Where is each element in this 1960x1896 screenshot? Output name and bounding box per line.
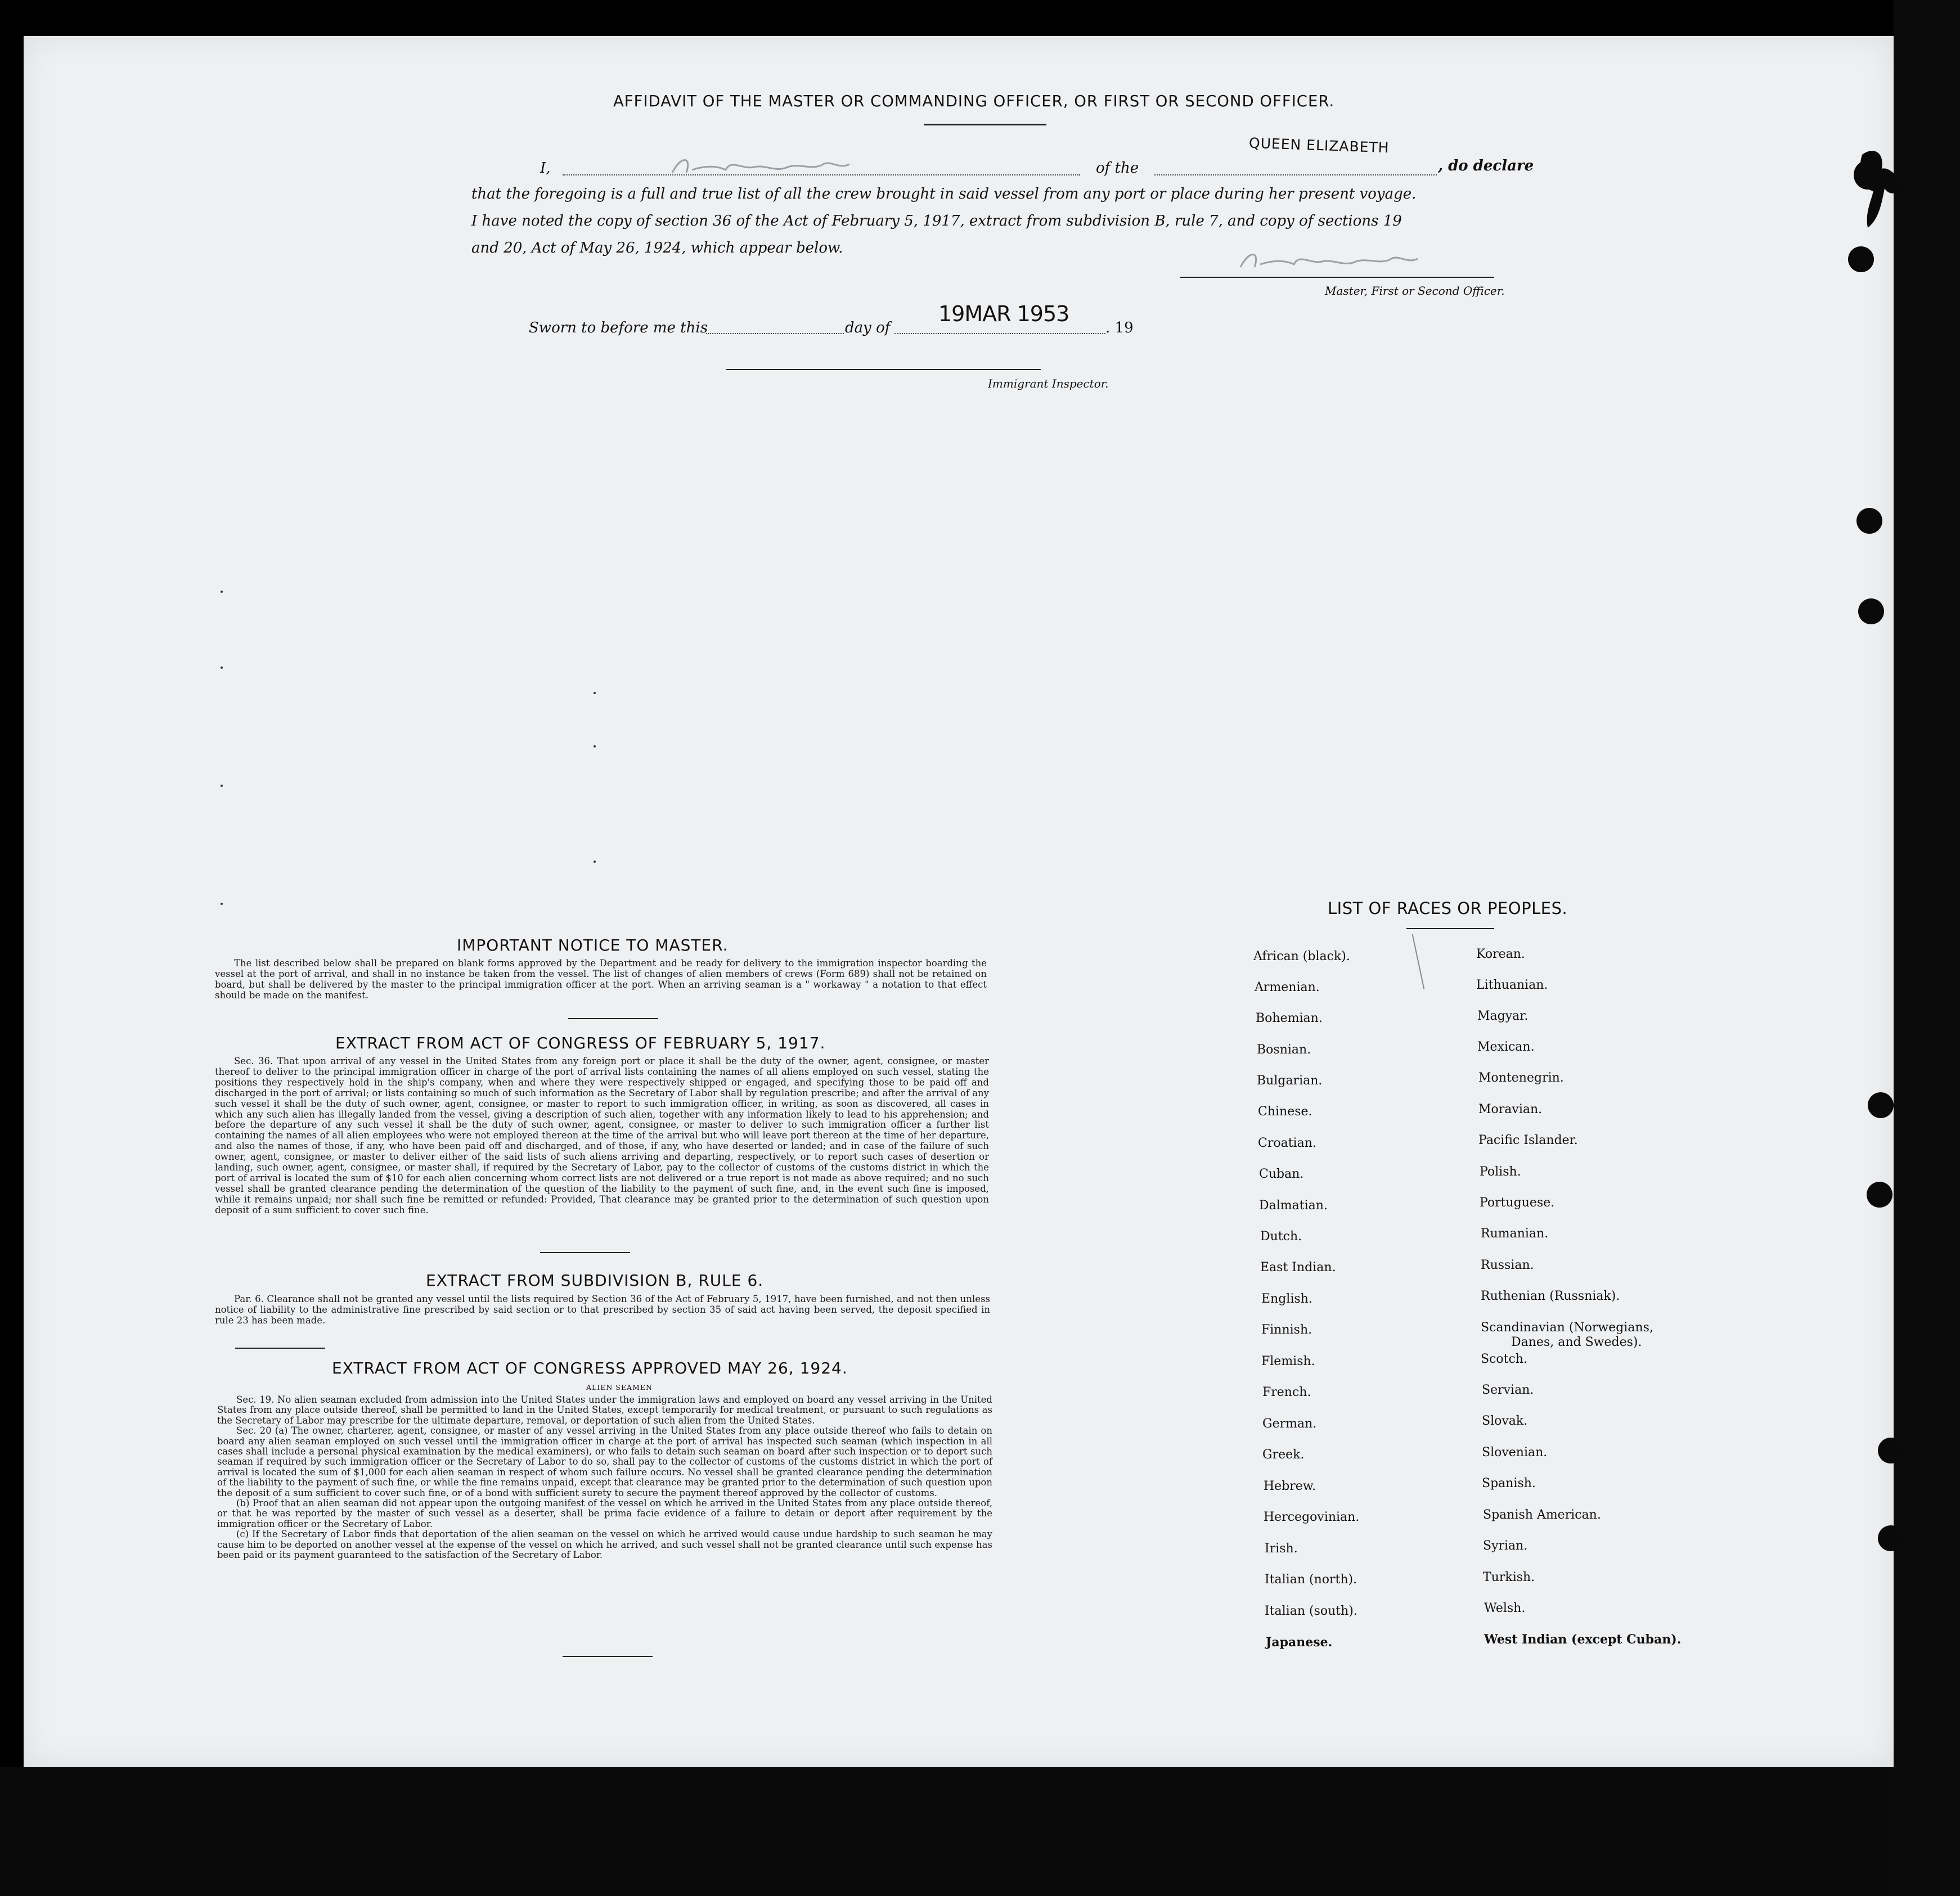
race-item: Armenian. [1255, 980, 1320, 994]
race-item: Magyar. [1477, 1009, 1529, 1023]
scan-speck [594, 692, 596, 694]
master-caption: Master, First or Second Officer. [1325, 284, 1505, 298]
scan-speck [221, 903, 223, 905]
section-36-paragraph: Sec. 36. That upon arrival of any vessel in the United States from any foreign port or place it shall be the duty of the owner, agent, consignee, or master thereof to deliver to the principal immigration officer in charge of the port of arrival lists containing the names of all aliens employed on such vessel, stating the positions they respectively hold in the ship's company, when and where they were respectively shipped or engaged, and specifying those to be paid off and discharged in the port of arrival; or lists containing so much of such information as the Secretary of Labor shall by regulation prescribe; and after the arrival of any such vessel it shall be the duty of such owner, agent, consignee, or master to report to such immigration officer, in writing, as soon as discovered, all cases in which any such alien has illegally landed from the vessel, giving a description of such alien, together with any information likely to lead to his apprehension; and before the departure of any such vessel it shall be the duty of such owner, agent, consignee, or master to deliver to such immigration officer a further list containing the names of all alien employees who were not employed thereon at the time of the arrival but who will leave port thereon at the time of her departure, and also the names of those, if any, who have been paid off and discharged, and of those, if any, who have deserted or landed; and in case of the failure of such owner, agent, consignee, or master to deliver either of the said lists of such aliens arriving and departing, respectively, or to report such cases of desertion or landing, such owner, agent, consignee, or master shall, if required by the Secretary of Labor, pay to the collector of customs of the customs district in which the port of arrival is located the sum of $10 for each alien concerning whom correct lists are not delivered or a true report is not made as above required; and no such vessel shall be granted clearance pending the determination of the question of the liability to the payment of such fine, and, in the event such fine is imposed, while it remains unpaid; nor shall such fine be remitted or refunded: Provided, That clearance may be granted prior to the determination of such question upon deposit of a sum sufficient to cover such fine. [215, 1056, 989, 1215]
race-item: Portuguese. [1480, 1196, 1555, 1210]
race-item: Rumanian. [1481, 1227, 1549, 1241]
race-item: Hercegovinian. [1264, 1510, 1360, 1524]
punch-hole [1858, 598, 1884, 624]
race-item-continuation: Danes, and Swedes). [1511, 1335, 1642, 1349]
race-item: Italian (south). [1265, 1604, 1357, 1618]
race-item: Italian (north). [1265, 1573, 1357, 1587]
scan-speck [221, 666, 223, 669]
affidavit-declare: , do declare [1438, 157, 1534, 174]
race-item: Mexican. [1477, 1040, 1535, 1054]
extract-rule-text [215, 1294, 990, 1326]
race-item: Moravian. [1478, 1102, 1543, 1116]
section-20c-paragraph: (c) If the Secretary of Labor finds that deportation of the alien seaman on the vessel on which he arrived would cause undue hardship to such seaman he may cause him to be deported on another vessel at the expense of the vessel on which he arrived, and such vessel shall not be granted clearance until such expense has been paid or its payment guaranteed to the satisfaction of the Secretary of Labor. [217, 1529, 992, 1561]
race-item: Finnish. [1261, 1323, 1312, 1337]
extract-1924-title: EXTRACT FROM ACT OF CONGRESS APPROVED MAY 26, 1924. [332, 1359, 848, 1377]
race-item: Croatian. [1258, 1136, 1316, 1150]
race-item: Korean. [1476, 947, 1525, 961]
affidavit-title: AFFIDAVIT OF THE MASTER OR COMMANDING OFFICER, OR FIRST OR SECOND OFFICER. [613, 92, 1335, 110]
date-stamp: 19MAR 1953 [938, 301, 1069, 326]
signature-name [669, 153, 855, 183]
race-item: Bulgarian. [1257, 1074, 1323, 1088]
race-item: African (black). [1253, 949, 1350, 963]
race-item: Irish. [1265, 1542, 1298, 1556]
master-signature-line [1180, 277, 1494, 278]
race-item: Polish. [1480, 1165, 1521, 1179]
scan-speck [594, 861, 596, 863]
affidavit-line1-prefix: I, [540, 160, 551, 177]
race-item: German. [1262, 1417, 1317, 1431]
extract-1917-title: EXTRACT FROM ACT OF CONGRESS OF FEBRUARY 5, 1917. [335, 1034, 826, 1052]
punch-hole [1867, 1182, 1892, 1208]
race-item: Scandinavian (Norwegians, [1481, 1321, 1653, 1335]
sworn-year: . 19 [1105, 319, 1134, 336]
race-item: Japanese. [1266, 1635, 1333, 1650]
section-20a-paragraph: Sec. 20 (a) The owner, charterer, agent, consignee, or master of any vessel arriving in the United States from any place outside thereof who fails to detain on board any alien seaman employed on such vessel until the immigration officer in charge at the port of arrival has inspected such seaman (which inspection in all cases shall include a personal physical examination by the medical examiners), or who fails to detain such seaman on board after such inspection or to deport such seaman if required by such immigration officer or the Secretary of Labor to do so, shall pay to the collector of customs of the customs district in which the port of arrival is located the sum of $1,000 for each alien seaman in respect of whom such failure occurs. No vessel shall be granted clearance pending the determination of the liability to the payment of such fine, or while the fine remains unpaid, except that clearance may be granted prior to the determination of such question upon the deposit of a sum sufficient to cover such fine, or of a bond with sufficient surety to secure the payment thereof approved by the collector of customs. [217, 1425, 992, 1498]
extract-1917-text [215, 1056, 989, 1216]
notice-paragraph: The list described below shall be prepared on blank forms approved by the Department and be ready for delivery to the immigration inspector boarding the vessel at the port of arrival, and shall in no instance be taken from the vessel. The list of changes of alien members of crews (Form 689) shall not be retained on board, but shall be delivered by the master to the principal immigration officer at the port. When an arriving seaman is a " workaway " a notation to that effect should be made on the manifest. [215, 958, 987, 1001]
affidavit-line3: I have noted the copy of section 36 of the Act of February 5, 1917, extract from subdivision B, rule 7, and copy of sections 19 [471, 213, 1402, 229]
section-20b-paragraph: (b) Proof that an alien seaman did not appear upon the outgoing manifest of the vessel on which he arrived in the United States from any place outside thereof, or that he was reported by the master of such vessel as a deserter, shall be prima facie evidence of a failure to detain or deport after requirement by the immigration officer or the Secretary of Labor. [217, 1498, 992, 1529]
affidavit-line4: and 20, Act of May 26, 1924, which appear below. [471, 240, 843, 256]
race-item: English. [1261, 1292, 1312, 1306]
punch-hole [1856, 508, 1882, 534]
film-frame-border [0, 1767, 1960, 1896]
extract-1924-divider [563, 1656, 653, 1657]
section-19-paragraph: Sec. 19. No alien seaman excluded from admission into the United States under the immigration laws and employed on board any vessel arriving in the United States from any place outside thereof, shall be permitted to land in the United States, except temporarily for medical treatment, or pursuant to such regulations as the Secretary of Labor may prescribe for the ultimate departure, removal, or deportation of such alien from the United States. [217, 1394, 992, 1426]
race-item: Montenegrin. [1478, 1071, 1564, 1085]
extract-rule-title: EXTRACT FROM SUBDIVISION B, RULE 6. [426, 1271, 764, 1290]
extract-1917-divider [540, 1252, 630, 1253]
race-item: Syrian. [1483, 1539, 1528, 1553]
scan-speck [221, 591, 223, 593]
punch-hole [1878, 1525, 1904, 1551]
vessel-name: QUEEN ELIZABETH [1248, 134, 1390, 156]
inspector-caption: Immigrant Inspector. [988, 377, 1109, 390]
race-item: Scotch. [1481, 1352, 1527, 1366]
race-item: West Indian (except Cuban). [1484, 1632, 1682, 1647]
race-item: Bohemian. [1256, 1011, 1323, 1025]
race-item: Russian. [1481, 1258, 1534, 1272]
vessel-blank [1154, 174, 1437, 175]
sworn-prefix: Sworn to before me this [529, 319, 708, 336]
paragraph-6: Par. 6. Clearance shall not be granted any vessel until the lists required by Section 36 of the Act of February 5, 1917, have been furnished, and not then unless notice of liability to the administrative fine prescribed by said section or to that prescribed by section 35 of said act having been served, the deposit specified in rule 23 has been made. [215, 1294, 990, 1326]
affidavit-of-the: of the [1096, 160, 1139, 177]
notice-divider [568, 1018, 658, 1019]
race-item: Welsh. [1484, 1601, 1526, 1615]
extract-rule-divider [235, 1348, 325, 1349]
race-item: Greek. [1262, 1448, 1305, 1462]
sworn-day-blank [706, 333, 844, 334]
race-item: Dalmatian. [1259, 1199, 1328, 1213]
extract-1924-text [217, 1395, 992, 1561]
affidavit-line2: that the foregoing is a full and true list of all the crew brought in said vessel from any port or place during her present voyage. [471, 186, 1417, 202]
race-item: Flemish. [1261, 1354, 1315, 1368]
race-item: Dutch. [1260, 1230, 1302, 1244]
punch-hole [1878, 1438, 1904, 1463]
race-item: Servian. [1482, 1383, 1534, 1397]
race-item: Hebrew. [1264, 1479, 1316, 1493]
punch-hole [1868, 1092, 1894, 1118]
ink-blot [1856, 146, 1907, 231]
race-item: Chinese. [1258, 1105, 1312, 1119]
race-item: Turkish. [1483, 1570, 1535, 1584]
sworn-day-of: day of [845, 319, 891, 336]
races-title: LIST OF RACES OR PEOPLES. [1328, 899, 1568, 918]
race-item: Bosnian. [1257, 1043, 1311, 1057]
race-item: Slovenian. [1482, 1445, 1548, 1460]
title-underline [924, 124, 1046, 125]
alien-seamen-subtitle: ALIEN SEAMEN [586, 1383, 653, 1391]
race-item: East Indian. [1260, 1260, 1336, 1274]
races-title-underline [1406, 928, 1494, 929]
race-item: Slovak. [1482, 1414, 1528, 1428]
film-frame-edge [1894, 0, 1960, 1896]
race-item: Spanish American. [1483, 1508, 1601, 1522]
notice-text [215, 958, 987, 1001]
race-item: Ruthenian (Russniak). [1481, 1289, 1620, 1303]
race-item: Pacific Islander. [1478, 1133, 1578, 1147]
race-item: Spanish. [1482, 1476, 1536, 1490]
inspector-signature-line [726, 369, 1041, 370]
scan-speck [221, 785, 223, 787]
punch-hole [1848, 246, 1874, 272]
master-signature [1238, 247, 1429, 278]
notice-title: IMPORTANT NOTICE TO MASTER. [457, 936, 729, 954]
scan-speck [594, 745, 596, 747]
sworn-month-blank [894, 333, 1105, 334]
race-item: French. [1262, 1385, 1311, 1399]
race-item: Lithuanian. [1476, 978, 1548, 992]
race-item: Cuban. [1259, 1167, 1304, 1181]
